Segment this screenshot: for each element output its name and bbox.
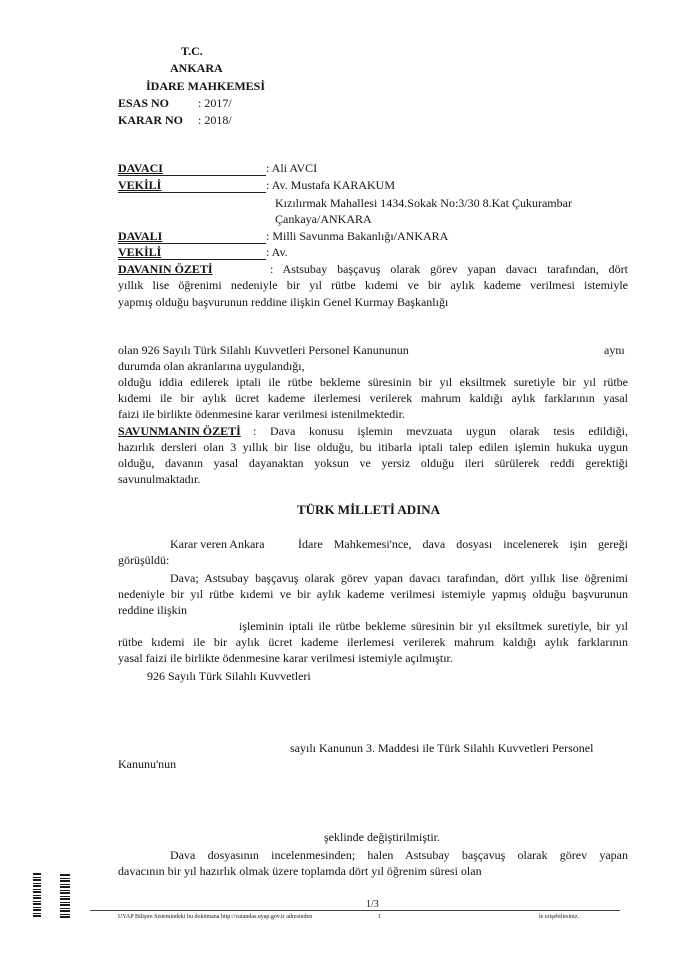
davali-underline xyxy=(118,243,266,244)
body-p1a: Karar veren Ankara xyxy=(170,537,265,551)
body-p2d: işleminin iptali ile rütbe bekleme süresinin bir yıl eksiltmek suretiyle, bir yıl xyxy=(239,619,628,633)
body-p6a: Dava dosyasının incelenmesinden; halen Astsubay başçavuş olarak görev yapan xyxy=(170,848,628,862)
davanin-ozeti-line2: yıllık lise öğrenimi nedeniyle bir yıl rütbe kıdemi ve bir aylık kademe verilmesi istemiyle xyxy=(118,278,628,292)
savunmanin-ozeti-line4: savunulmaktadır. xyxy=(118,472,201,486)
address-line1: Kızılırmak Mahallesi 1434.Sokak No:3/30 8.Kat Çukurambar xyxy=(275,196,572,210)
esas-value: : 2017/ xyxy=(198,96,232,110)
davanin-ozeti-line4a: olan 926 Sayılı Türk Silahlı Kuvvetleri Personel Kanununun xyxy=(118,343,409,357)
barcode-right xyxy=(60,874,70,918)
vekili1-underline xyxy=(118,192,266,193)
body-p1c: görüşüldü: xyxy=(118,553,170,567)
davaci-underline xyxy=(118,175,266,176)
footer-note-number: 1 xyxy=(378,914,381,920)
vekili1-label: VEKİLİ xyxy=(118,178,162,192)
davanin-ozeti-line6: olduğu iddia edilerek iptali ile rütbe bekleme süresinin bir yıl eksiltmek suretiyle bir yıl rütbe xyxy=(118,375,628,389)
davanin-ozeti-line1: : Astsubay başçavuş olarak görev yapan davacı tarafından, dört xyxy=(270,262,628,276)
davali-value: : Milli Savunma Bakanlığı/ANKARA xyxy=(266,229,449,243)
header-court: İDARE MAHKEMESİ xyxy=(146,79,266,93)
davanin-ozeti-line4b: aynı xyxy=(604,343,625,357)
davanin-ozeti-label: DAVANIN ÖZETİ xyxy=(118,262,213,276)
vekili2-label: VEKİLİ xyxy=(118,245,162,259)
body-p2b: nedeniyle bir yıl rütbe kıdemi ve bir aylık kademe verilmesi istemiyle yapmış olduğu başvurunun xyxy=(118,587,628,601)
body-p4: sayılı Kanunun 3. Maddesi ile Türk Silahlı Kuvvetleri Personel xyxy=(290,741,594,755)
body-p5: şeklinde değiştirilmiştir. xyxy=(324,830,440,844)
savunmanin-ozeti-label: SAVUNMANIN ÖZETİ xyxy=(118,424,241,438)
davanin-ozeti-line7: kıdemi ile bir aylık ücret kademe ilerlemesi verilerek mahrum kaldığı aylık farklarının yasal xyxy=(118,391,628,405)
savunmanin-ozeti-line2: hazırlık dersleri olan 3 yıllık bir lise olduğu, bu itibarla iptali talep edilen işlemin hukuka uygun xyxy=(118,440,628,454)
body-p2f: yasal faizi ile birlikte ödenmesine karar verilmesi istemiyle açılmıştır. xyxy=(118,651,453,665)
vekili1-value: : Av. Mustafa KARAKUM xyxy=(266,178,395,192)
davaci-value: : Ali AVCI xyxy=(266,161,318,175)
header-city: ANKARA xyxy=(170,61,223,75)
body-p1b: İdare Mahkemesi'nce, dava dosyası incelenerek işin gereği xyxy=(298,537,628,551)
page-title: TÜRK MİLLETİ ADINA xyxy=(297,502,441,517)
page-number: 1/3 xyxy=(366,899,379,910)
vekili2-underline xyxy=(118,259,266,260)
footer-note-left: UYAP Bilişim Sistemindeki bu dokümana http://vatandas.uyap.gov.tr adresinden xyxy=(118,914,313,920)
davanin-ozeti-line8: faizi ile birlikte ödenmesine karar verilmesi istenilmektedir. xyxy=(118,407,405,421)
davaci-label: DAVACI xyxy=(118,161,163,175)
body-p2c: reddine ilişkin xyxy=(118,603,187,617)
davanin-ozeti-line3: yapmış olduğu başvurunun reddine ilişkin Genel Kurmay Başkanlığı xyxy=(118,295,449,309)
body-p4b: Kanunu'nun xyxy=(118,757,177,771)
vekili2-value: : Av. xyxy=(266,245,288,259)
address-line2: Çankaya/ANKARA xyxy=(275,212,372,226)
esas-label: ESAS NO xyxy=(118,96,170,110)
footer-note-right: le erişebilirsiniz. xyxy=(539,914,579,920)
body-p6b: davacının bir yıl hazırlık olmak üzere toplamda dört yıl öğrenim süresi olan xyxy=(118,864,482,878)
savunmanin-ozeti-line1: : Dava konusu işlemin mevzuata uygun olarak tesis edildiği, xyxy=(253,424,628,438)
header-tc: T.C. xyxy=(181,44,203,58)
davanin-ozeti-line5: durumda olan akranlarına uygulandığı, xyxy=(118,359,305,373)
body-p2a: Dava; Astsubay başçavuş olarak görev yapan davacı tarafından, dört yıllık lise öğrenimi xyxy=(170,571,628,585)
body-p3: 926 Sayılı Türk Silahlı Kuvvetleri xyxy=(147,669,311,683)
karar-label: KARAR NO xyxy=(118,113,183,127)
davali-label: DAVALI xyxy=(118,229,163,243)
karar-value: : 2018/ xyxy=(198,113,232,127)
savunmanin-ozeti-line3: olduğu, davanın yasal dayanaktan yoksun ve yersiz olduğu ileri sürülerek reddi gerektiği xyxy=(118,456,628,470)
body-p2e: rütbe kıdemi ile bir aylık ücret kademe ilerlemesi verilerek mahrum kaldığı aylık farklarının xyxy=(118,635,628,649)
footer-rule xyxy=(90,910,620,911)
barcode-left xyxy=(33,872,41,917)
